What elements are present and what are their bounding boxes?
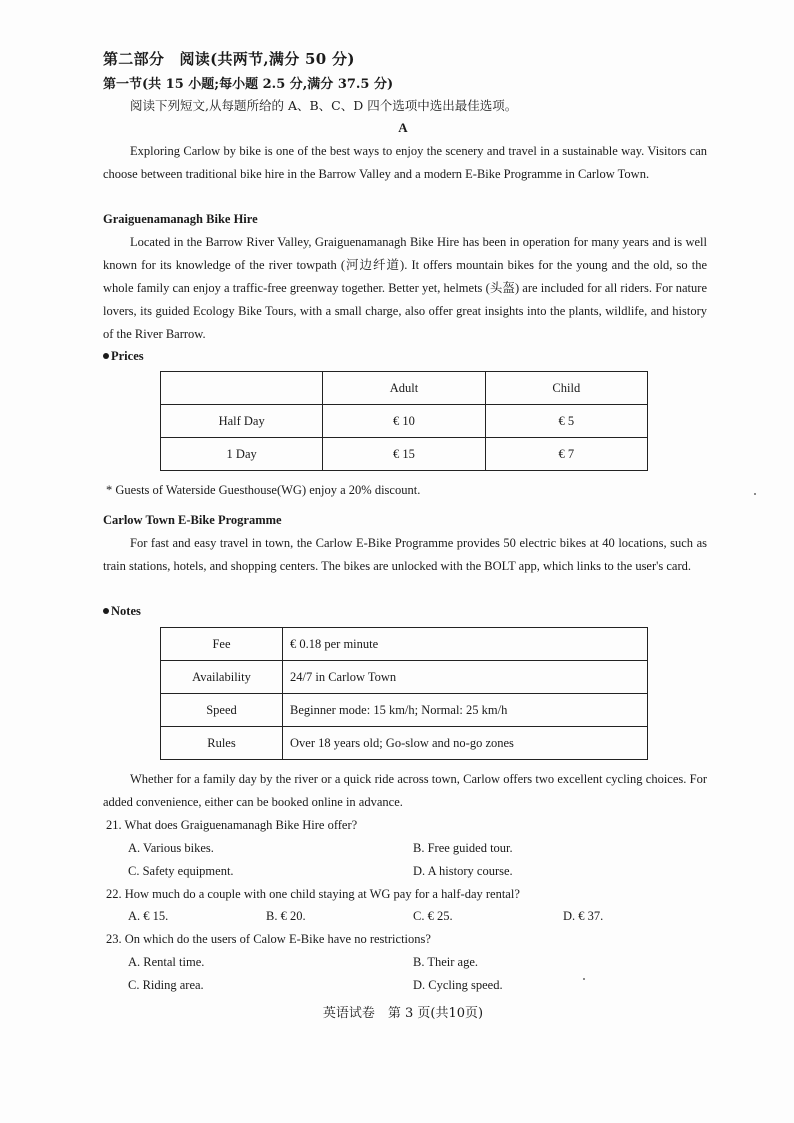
table-row-label: Speed xyxy=(161,694,283,727)
prices-label: Prices xyxy=(111,349,144,363)
table-header-cell: Adult xyxy=(323,372,485,405)
question-22-option-a[interactable]: A. € 15. xyxy=(128,909,169,923)
table-cell: € 5 xyxy=(485,405,647,438)
scan-speck xyxy=(583,978,585,980)
table-row-label: Rules xyxy=(161,727,283,760)
question-22-option-c[interactable]: C. € 25. xyxy=(413,909,453,923)
prices-heading xyxy=(103,349,144,364)
table-row-label: 1 Day xyxy=(161,438,323,471)
table-row xyxy=(161,628,648,661)
bike-hire-body: Located in the Barrow River Valley, Graiguenamanagh Bike Hire has been in operation for many years and is well known for its knowledge of the river towpath (河边纤道). It offers mountain bikes for the young and the old, so the whole family can enjoy a traffic-free greenway together. Better yet, helmets (头盔) are included for all riders. For nature lovers, its guided Ecology Bike Tours, with a small charge, also offer great insights into the plants, wildlife, and history of the River Barrow. xyxy=(103,235,707,341)
table-row xyxy=(161,661,648,694)
question-21-option-b[interactable]: B. Free guided tour. xyxy=(413,841,513,855)
table-cell: € 10 xyxy=(323,405,485,438)
table-cell: Beginner mode: 15 km/h; Normal: 25 km/h xyxy=(283,694,648,727)
question-21-stem: 21. What does Graiguenamanagh Bike Hire offer? xyxy=(106,818,358,832)
scan-speck xyxy=(754,493,756,495)
question-23-option-d[interactable]: D. Cycling speed. xyxy=(413,978,503,992)
part-title: 第二部分 阅读(共两节,满分 50 分) xyxy=(103,50,355,68)
question-21-option-c[interactable]: C. Safety equipment. xyxy=(128,864,234,878)
question-23-stem: 23. On which do the users of Calow E-Bike have no restrictions? xyxy=(106,932,431,946)
question-23-option-c[interactable]: C. Riding area. xyxy=(128,978,204,992)
table-row xyxy=(161,372,648,405)
table-row xyxy=(161,438,648,471)
discount-footnote: * Guests of Waterside Guesthouse(WG) enjoy a 20% discount. xyxy=(106,483,421,497)
bullet-icon xyxy=(103,353,109,359)
notes-heading xyxy=(103,604,141,619)
table-cell: Over 18 years old; Go-slow and no-go zones xyxy=(283,727,648,760)
passage-intro: Exploring Carlow by bike is one of the best ways to enjoy the scenery and travel in a sustainable way. Visitors can choose between traditional bike hire in the Barrow Valley and a modern E-Bike Programme in Carlow Town. xyxy=(103,144,707,181)
table-row xyxy=(161,694,648,727)
page-footer: 英语试卷 第 3 页(共10页) xyxy=(322,1006,484,1021)
passage-letter: A xyxy=(398,120,408,135)
ebike-heading: Carlow Town E-Bike Programme xyxy=(103,513,282,527)
passage-closing: Whether for a family day by the river or a quick ride across town, Carlow offers two excellent cycling choices. For added convenience, either can be booked online in advance. xyxy=(103,772,707,809)
table-row-label: Half Day xyxy=(161,405,323,438)
question-22-option-d[interactable]: D. € 37. xyxy=(563,909,604,923)
table-header-cell: Child xyxy=(485,372,647,405)
ebike-body: For fast and easy travel in town, the Carlow E-Bike Programme provides 50 electric bikes at 40 locations, such as train stations, hotels, and shopping centers. The bikes are unlocked with the BOLT app, which links to the user's card. xyxy=(103,536,707,573)
table-row xyxy=(161,727,648,760)
question-21-option-a[interactable]: A. Various bikes. xyxy=(128,841,214,855)
section-title: 第一节(共 15 小题;每小题 2.5 分,满分 37.5 分) xyxy=(103,77,394,92)
table-cell: € 0.18 per minute xyxy=(283,628,648,661)
question-23-option-a[interactable]: A. Rental time. xyxy=(128,955,205,969)
bullet-icon xyxy=(103,608,109,614)
prices-table xyxy=(160,371,648,471)
table-row-label: Availability xyxy=(161,661,283,694)
notes-table xyxy=(160,627,648,760)
table-cell: € 7 xyxy=(485,438,647,471)
question-23-option-b[interactable]: B. Their age. xyxy=(413,955,479,969)
question-21-option-d[interactable]: D. A history course. xyxy=(413,864,513,878)
table-cell xyxy=(161,372,323,405)
bike-hire-heading: Graiguenamanagh Bike Hire xyxy=(103,212,258,226)
table-row-label: Fee xyxy=(161,628,283,661)
table-cell: 24/7 in Carlow Town xyxy=(283,661,648,694)
instruction-text: 阅读下列短文,从每题所给的 A、B、C、D 四个选项中选出最佳选项。 xyxy=(130,98,518,113)
table-cell: € 15 xyxy=(323,438,485,471)
table-row xyxy=(161,405,648,438)
notes-label: Notes xyxy=(111,604,141,618)
question-22-stem: 22. How much do a couple with one child staying at WG pay for a half-day rental? xyxy=(106,887,520,901)
question-22-option-b[interactable]: B. € 20. xyxy=(266,909,306,923)
